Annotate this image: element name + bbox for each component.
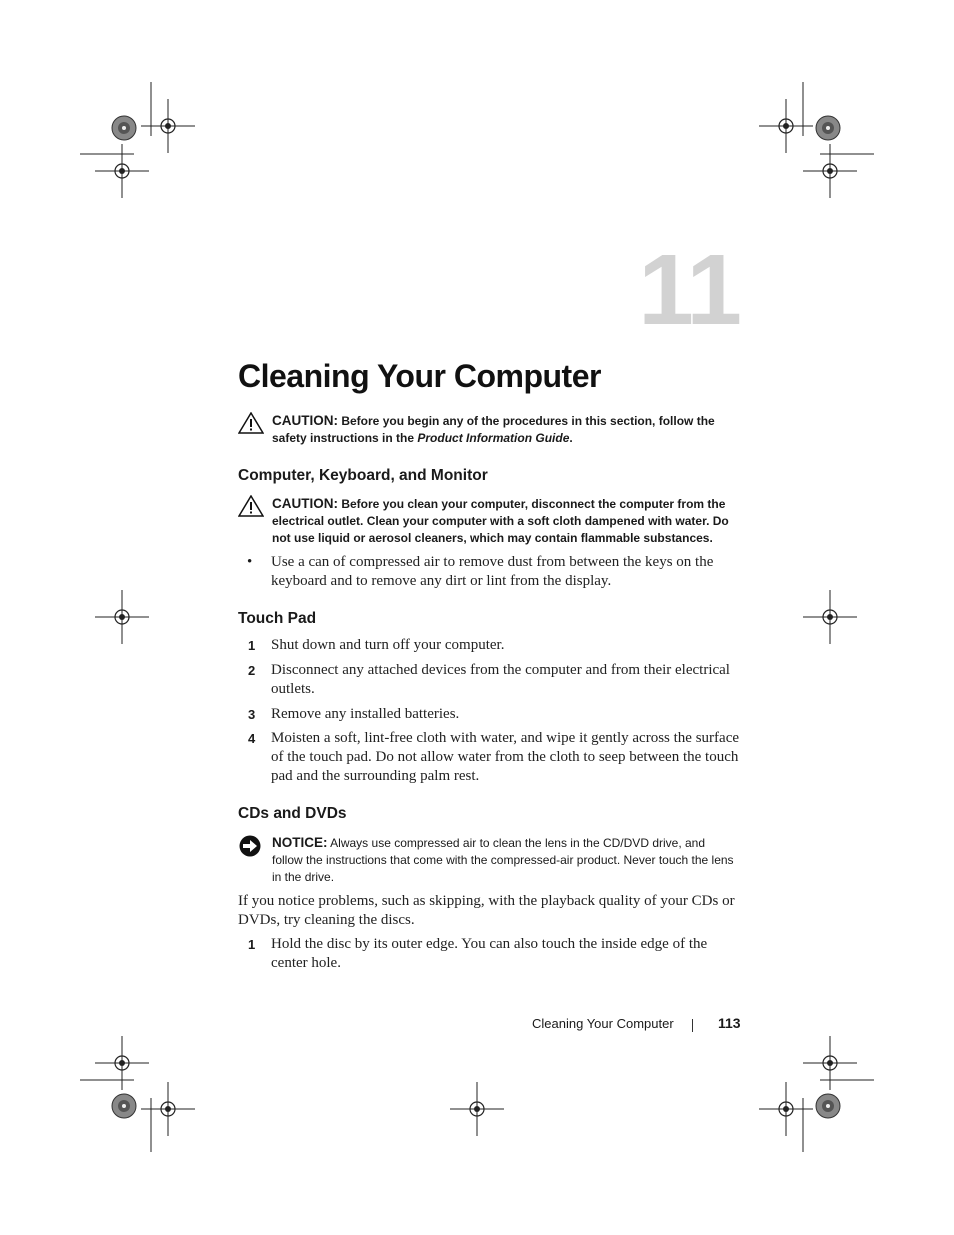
caution-icon — [238, 412, 264, 434]
step-text: Shut down and turn off your computer. — [271, 637, 505, 653]
caution-computer — [238, 495, 738, 550]
step-text: Remove any installed batteries. — [271, 706, 460, 722]
crosshair-icon — [803, 144, 857, 198]
target-mark-icon — [112, 116, 136, 140]
bullet-marker: • — [247, 554, 253, 570]
crosshair-icon — [95, 590, 149, 644]
step-number: 3 — [248, 707, 256, 722]
crosshair-icon — [803, 590, 857, 644]
crosshair-icon — [95, 144, 149, 198]
crosshair-icon — [141, 1082, 195, 1136]
target-mark-icon — [816, 116, 840, 140]
crosshair-icon — [803, 1036, 857, 1090]
footer-section-title: Cleaning Your Computer — [532, 1016, 674, 1031]
caution-text: CAUTION: Before you begin any of the procedures in this section, follow the safety instructions in the Product Information Guide. — [272, 413, 715, 445]
caution-general — [238, 412, 738, 452]
crosshair-icon — [141, 99, 195, 153]
step-text: Hold the disc by its outer edge. You can also touch the inside edge of the center hole. — [271, 936, 708, 971]
chapter-title: Cleaning Your Computer — [238, 358, 601, 394]
step-number: 1 — [248, 638, 256, 653]
guide-title: Product Information Guide — [417, 431, 570, 445]
caution-icon — [238, 495, 264, 517]
intro-paragraph: If you notice problems, such as skipping, with the playback quality of your CDs or DVDs, try cleaning the discs. — [238, 893, 735, 928]
crosshair-icon — [95, 1036, 149, 1090]
caution-label: CAUTION: — [272, 413, 338, 428]
step-number: 2 — [248, 663, 256, 678]
step-number: 4 — [248, 731, 256, 746]
footer-divider — [692, 1019, 693, 1032]
caution-label: CAUTION: — [272, 496, 338, 511]
chapter-number: 11 — [638, 234, 740, 346]
notice-text: NOTICE: Always use compressed air to clean the lens in the CD/DVD drive, and follow the instructions that come with the compressed-air product. Never touch the lens in the drive. — [272, 835, 734, 884]
page-number: 113 — [718, 1015, 741, 1031]
notice-cds — [238, 834, 738, 889]
caution-text: CAUTION: Before you clean your computer, disconnect the computer from the electrical outlet. Clean your computer with a soft cloth dampened with water. Do not use liquid or aerosol cleaners, which may contain flammable substances. — [272, 496, 729, 545]
target-mark-icon — [816, 1094, 840, 1118]
notice-arrow-icon — [238, 834, 262, 858]
crosshair-icon — [759, 99, 813, 153]
crosshair-icon — [759, 1082, 813, 1136]
step-text: Disconnect any attached devices from the computer and from their electrical outlets. — [271, 662, 730, 697]
bullet-item: Use a can of compressed air to remove dust from between the keys on the keyboard and to remove any dirt or lint from the display. — [271, 554, 714, 589]
crosshair-icon — [450, 1082, 504, 1136]
section-heading-computer: Computer, Keyboard, and Monitor — [238, 467, 488, 484]
step-number: 1 — [248, 937, 256, 952]
target-mark-icon — [112, 1094, 136, 1118]
notice-label: NOTICE: — [272, 835, 328, 850]
step-text: Moisten a soft, lint-free cloth with water, and wipe it gently across the surface of the touch pad. Do not allow water from the cloth to seep between the touch pad and the surrounding palm rest. — [271, 730, 740, 784]
section-heading-touchpad: Touch Pad — [238, 610, 317, 627]
section-heading-cds: CDs and DVDs — [238, 805, 347, 822]
